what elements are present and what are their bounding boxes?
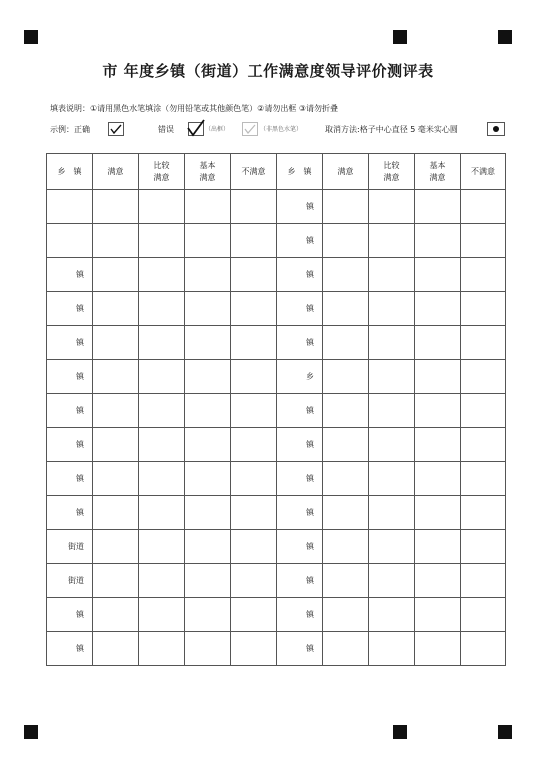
rating-cell[interactable]	[369, 598, 415, 632]
rating-cell[interactable]	[369, 258, 415, 292]
rating-cell[interactable]	[139, 326, 185, 360]
township-name: 镇	[277, 564, 323, 598]
registration-mark-bottom-left	[24, 725, 38, 739]
column-header: 满意	[323, 154, 369, 190]
table-row	[47, 428, 506, 462]
column-header: 乡 镇	[277, 154, 323, 190]
registration-mark-bottom-right	[498, 725, 512, 739]
wrong-overflow-check-icon	[188, 122, 204, 136]
table-row	[47, 632, 506, 666]
table-row	[47, 462, 506, 496]
rating-cell[interactable]	[461, 394, 506, 428]
rating-cell[interactable]	[185, 632, 231, 666]
table-row	[47, 326, 506, 360]
rating-cell[interactable]	[185, 462, 231, 496]
rating-cell[interactable]	[139, 530, 185, 564]
rating-cell[interactable]	[369, 530, 415, 564]
rating-cell[interactable]	[415, 326, 461, 360]
rating-cell[interactable]	[461, 224, 506, 258]
rating-cell[interactable]	[323, 496, 369, 530]
township-name: 镇	[47, 632, 93, 666]
township-name: 镇	[277, 292, 323, 326]
rating-cell[interactable]	[415, 224, 461, 258]
rating-cell[interactable]	[415, 292, 461, 326]
registration-mark-bottom-center	[393, 725, 407, 739]
rating-cell[interactable]	[231, 632, 277, 666]
rating-cell[interactable]	[139, 190, 185, 224]
rating-cell[interactable]	[231, 258, 277, 292]
rating-cell[interactable]	[415, 598, 461, 632]
rating-cell[interactable]	[231, 428, 277, 462]
township-name: 镇	[47, 462, 93, 496]
rating-cell[interactable]	[93, 496, 139, 530]
rating-cell[interactable]	[369, 292, 415, 326]
rating-cell[interactable]	[461, 564, 506, 598]
column-header: 不满意	[231, 154, 277, 190]
rating-cell[interactable]	[93, 462, 139, 496]
table-row	[47, 598, 506, 632]
rating-cell[interactable]	[231, 190, 277, 224]
registration-mark-top-right	[498, 30, 512, 44]
township-name: 镇	[277, 394, 323, 428]
rating-cell[interactable]	[93, 258, 139, 292]
township-name: 街道	[47, 530, 93, 564]
rating-cell[interactable]	[323, 360, 369, 394]
rating-cell[interactable]	[461, 462, 506, 496]
column-header: 比较 满意	[369, 154, 415, 190]
registration-mark-top-center	[393, 30, 407, 44]
rating-cell[interactable]	[323, 394, 369, 428]
column-header: 基本 满意	[185, 154, 231, 190]
rating-cell[interactable]	[323, 462, 369, 496]
rating-cell[interactable]	[93, 530, 139, 564]
rating-cell[interactable]	[415, 394, 461, 428]
rating-cell[interactable]	[461, 598, 506, 632]
rating-cell[interactable]	[139, 258, 185, 292]
rating-cell[interactable]	[323, 530, 369, 564]
rating-cell[interactable]	[323, 224, 369, 258]
rating-cell[interactable]	[231, 292, 277, 326]
township-name: 街道	[47, 564, 93, 598]
evaluation-table	[46, 153, 506, 666]
rating-cell[interactable]	[323, 326, 369, 360]
fill-instructions: 填表说明：①请用黑色水笔填涂（勿用铅笔或其他颜色笔）②请勿出框 ③请勿折叠	[50, 104, 339, 113]
rating-cell[interactable]	[139, 564, 185, 598]
rating-cell[interactable]	[93, 360, 139, 394]
rating-cell[interactable]	[415, 258, 461, 292]
township-name: 镇	[47, 258, 93, 292]
rating-cell[interactable]	[323, 598, 369, 632]
rating-cell[interactable]	[139, 462, 185, 496]
rating-cell[interactable]	[231, 326, 277, 360]
rating-cell[interactable]	[323, 258, 369, 292]
table-row	[47, 530, 506, 564]
rating-cell[interactable]	[369, 462, 415, 496]
form-title: 市 年度乡镇（街道）工作满意度领导评价测评表	[102, 62, 434, 80]
rating-cell[interactable]	[415, 530, 461, 564]
township-name	[47, 190, 93, 224]
rating-cell[interactable]	[461, 258, 506, 292]
township-name: 镇	[47, 496, 93, 530]
township-name: 镇	[47, 428, 93, 462]
township-name: 镇	[277, 496, 323, 530]
column-header: 基本 满意	[415, 154, 461, 190]
rating-cell[interactable]	[185, 292, 231, 326]
rating-cell[interactable]	[369, 360, 415, 394]
rating-cell[interactable]	[323, 564, 369, 598]
township-name: 镇	[277, 462, 323, 496]
example-wrong-label: 错误	[158, 125, 174, 134]
rating-cell[interactable]	[185, 360, 231, 394]
wrong-note-color: （非黑色水笔）	[260, 126, 303, 133]
rating-cell[interactable]	[185, 326, 231, 360]
rating-cell[interactable]	[231, 224, 277, 258]
rating-cell[interactable]	[231, 360, 277, 394]
rating-cell[interactable]	[185, 190, 231, 224]
rating-cell[interactable]	[93, 224, 139, 258]
rating-cell[interactable]	[139, 598, 185, 632]
example-correct-label: 示例：正确	[50, 125, 90, 134]
rating-cell[interactable]	[93, 428, 139, 462]
rating-cell[interactable]	[369, 190, 415, 224]
table-row	[47, 496, 506, 530]
rating-cell[interactable]	[93, 394, 139, 428]
rating-cell[interactable]	[415, 190, 461, 224]
township-name: 镇	[277, 224, 323, 258]
rating-cell[interactable]	[461, 530, 506, 564]
column-header: 满意	[93, 154, 139, 190]
rating-cell[interactable]	[415, 564, 461, 598]
township-name: 镇	[277, 428, 323, 462]
wrong-note-overflow: （出框）	[205, 126, 230, 133]
rating-cell[interactable]	[323, 428, 369, 462]
rating-cell[interactable]	[415, 360, 461, 394]
rating-cell[interactable]	[185, 224, 231, 258]
rating-cell[interactable]	[231, 394, 277, 428]
table-row	[47, 224, 506, 258]
township-name: 镇	[47, 292, 93, 326]
table-row	[47, 360, 506, 394]
table-row	[47, 394, 506, 428]
rating-cell[interactable]	[323, 632, 369, 666]
rating-cell[interactable]	[461, 360, 506, 394]
rating-cell[interactable]	[185, 598, 231, 632]
township-name: 乡	[277, 360, 323, 394]
rating-cell[interactable]	[323, 190, 369, 224]
rating-cell[interactable]	[369, 428, 415, 462]
rating-cell[interactable]	[139, 360, 185, 394]
rating-cell[interactable]	[139, 428, 185, 462]
rating-cell[interactable]	[231, 598, 277, 632]
rating-cell[interactable]	[93, 190, 139, 224]
rating-cell[interactable]	[139, 496, 185, 530]
township-name: 镇	[47, 598, 93, 632]
rating-cell[interactable]	[139, 394, 185, 428]
township-name: 镇	[277, 258, 323, 292]
rating-cell[interactable]	[139, 632, 185, 666]
township-name: 镇	[277, 190, 323, 224]
rating-cell[interactable]	[185, 496, 231, 530]
header-row	[47, 154, 506, 190]
table-row	[47, 258, 506, 292]
rating-cell[interactable]	[415, 496, 461, 530]
rating-cell[interactable]	[369, 564, 415, 598]
rating-cell[interactable]	[185, 530, 231, 564]
township-name	[47, 224, 93, 258]
township-name: 镇	[277, 598, 323, 632]
rating-cell[interactable]	[93, 564, 139, 598]
cancel-method-label: 取消方法:格子中心直径 5 毫米实心圆	[325, 125, 458, 134]
correct-check-icon	[108, 122, 124, 136]
rating-cell[interactable]	[461, 190, 506, 224]
rating-cell[interactable]	[461, 496, 506, 530]
rating-cell[interactable]	[185, 564, 231, 598]
rating-cell[interactable]	[93, 598, 139, 632]
rating-cell[interactable]	[139, 224, 185, 258]
rating-cell[interactable]	[415, 428, 461, 462]
rating-cell[interactable]	[461, 292, 506, 326]
township-name: 镇	[47, 394, 93, 428]
rating-cell[interactable]	[461, 326, 506, 360]
township-name: 镇	[277, 326, 323, 360]
rating-cell[interactable]	[231, 530, 277, 564]
rating-cell[interactable]	[369, 394, 415, 428]
rating-cell[interactable]	[415, 462, 461, 496]
rating-cell[interactable]	[231, 496, 277, 530]
township-name: 镇	[277, 530, 323, 564]
rating-cell[interactable]	[139, 292, 185, 326]
rating-cell[interactable]	[461, 632, 506, 666]
rating-cell[interactable]	[93, 326, 139, 360]
township-name: 镇	[47, 326, 93, 360]
rating-cell[interactable]	[369, 326, 415, 360]
filled-circle-icon	[487, 122, 505, 136]
registration-mark-top-left	[24, 30, 38, 44]
marking-examples	[50, 122, 510, 138]
rating-cell[interactable]	[185, 258, 231, 292]
table-row	[47, 292, 506, 326]
township-name: 镇	[47, 360, 93, 394]
rating-cell[interactable]	[185, 428, 231, 462]
wrong-color-check-icon	[242, 122, 258, 136]
township-name: 镇	[277, 632, 323, 666]
column-header: 比较 满意	[139, 154, 185, 190]
rating-cell[interactable]	[323, 292, 369, 326]
rating-cell[interactable]	[369, 496, 415, 530]
table-row	[47, 564, 506, 598]
rating-cell[interactable]	[93, 632, 139, 666]
rating-cell[interactable]	[185, 394, 231, 428]
table-row	[47, 190, 506, 224]
rating-cell[interactable]	[369, 224, 415, 258]
rating-cell[interactable]	[231, 564, 277, 598]
rating-cell[interactable]	[461, 428, 506, 462]
rating-cell[interactable]	[231, 462, 277, 496]
rating-cell[interactable]	[415, 632, 461, 666]
column-header: 不满意	[461, 154, 506, 190]
rating-cell[interactable]	[369, 632, 415, 666]
rating-cell[interactable]	[93, 292, 139, 326]
column-header: 乡 镇	[47, 154, 93, 190]
